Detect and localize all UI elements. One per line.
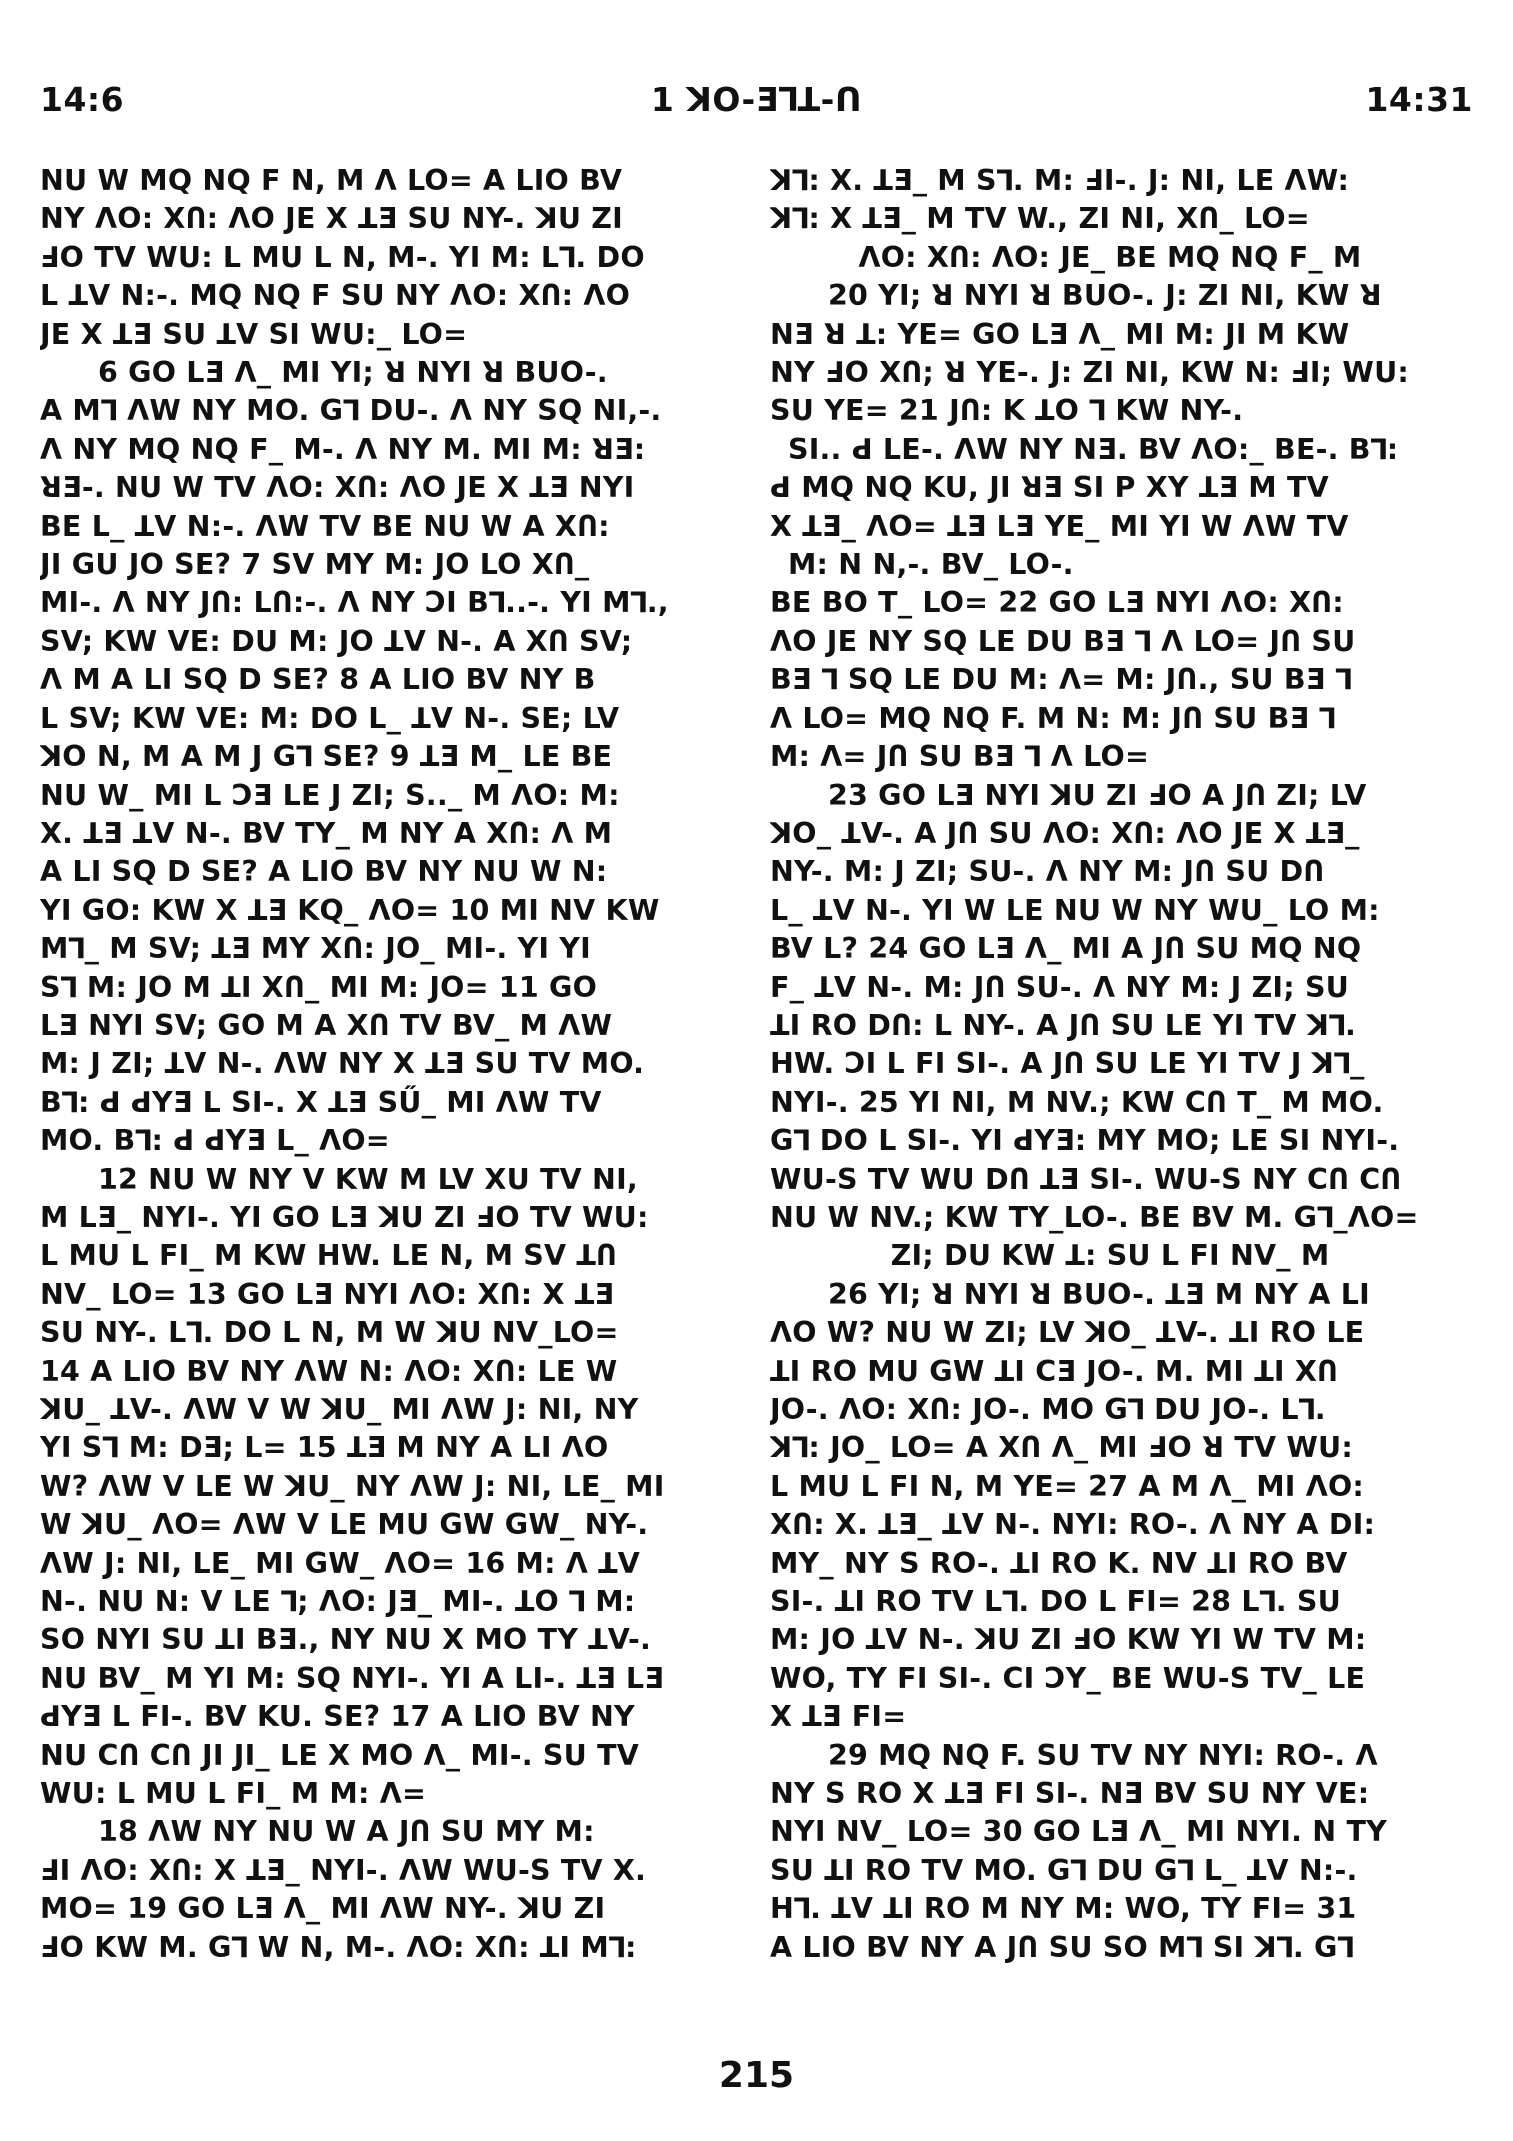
text-line: N-. NU N: V LE ꓶ; ΛO: JƎ_ MI-. ꓕO ꓶ M:: [40, 1585, 636, 1619]
text-line: X ꓕƎ_ ΛO= ꓕƎ LƎ YE_ MI YI W ΛW TV: [770, 509, 1349, 543]
text-line: HW. ƆI L FI SI-. A JՈ SU LE YI TV J ꓘꓶ_: [770, 1047, 1365, 1081]
text-line: SO NYI SU ꓕI BƎ., NY NU X MO TY ꓕV-.: [40, 1623, 652, 1657]
text-line: NY S RO X ꓕƎ FI SI-. NƎ BV SU NY VE:: [770, 1777, 1370, 1811]
text-line: ꓕI RO DՈ: L NY-. A JՈ SU LE YI TV ꓘꓶ.: [770, 1008, 1357, 1042]
text-line: SV; KW VE: DU M: JO ꓕV N-. A XՈ SV;: [40, 624, 633, 658]
text-line: ꓘO N, M A M J Gꓶ SE? 9 ꓕƎ M_ LE BE: [40, 740, 613, 774]
text-line: NU W NV.; KW TY_LO-. BE BV M. Gꓶ_ΛO=: [770, 1200, 1419, 1234]
text-line: W ꓘU_ ΛO= ΛW V LE MU GW GW_ NY-.: [40, 1508, 649, 1542]
text-line: 14 A LIO BV NY ΛW N: ΛO: XՈ: LE W: [40, 1354, 618, 1388]
text-line: NYI-. 25 YI NI, M NV.; KW CՈ T_ M MO.: [770, 1085, 1384, 1119]
text-line: ꓤƎ-. NU W TV ΛO: XՈ: ΛO JE X ꓕƎ NYI: [40, 471, 635, 505]
text-line: 20 YI; ꓤ NYI ꓤ BUO-. J: ZI NI, KW ꓤ: [828, 279, 1382, 313]
text-line: ꓘO_ ꓕV-. A JՈ SU ΛO: XՈ: ΛO JE X ꓕƎ_: [770, 816, 1360, 850]
text-line: ꓞO TV WU: L MU L N, M-. YI M: Lꓶ. DO: [40, 240, 645, 274]
text-line: WU: L MU L FI_ M M: Λ=: [40, 1777, 427, 1811]
text-line: ΛO JE NY SQ LE DU BƎ ꓶ Λ LO= JՈ SU: [770, 624, 1356, 658]
text-line: F_ ꓕV N-. M: JՈ SU-. Λ NY M: J ZI; SU: [770, 970, 1350, 1004]
text-line: ꓘꓶ: X. ꓕƎ_ M Sꓶ. M: ꓞI-. J: NI, LE ΛW:: [770, 164, 1350, 197]
text-line: 12 NU W NY V KW M LV XU TV NI,: [98, 1162, 638, 1196]
text-line: YI GO: KW X ꓕƎ KQ_ ΛO= 10 MI NV KW: [40, 893, 660, 927]
text-line: ꓞO KW M. Gꓶ W N, M-. ΛO: XՈ: ꓕI Mꓶ:: [40, 1930, 637, 1964]
text-line: M: N N,-. BV_ LO-.: [788, 548, 1074, 582]
text-line: M LƎ_ NYI-. YI GO LƎ ꓘU ZI ꓞO TV WU:: [40, 1200, 649, 1234]
text-line: NU CՈ CՈ JI JI_ LE X MO Λ_ MI-. SU TV: [40, 1738, 639, 1772]
text-line: Bꓶ: ꓒ ꓒYƎ L SI-. X ꓕƎ SŰ_ MI ΛW TV: [40, 1085, 602, 1119]
text-line: Λ M A LI SQ D SE? 8 A LIO BV NY B: [40, 663, 596, 697]
text-line: ꓘꓶ: JO_ LO= A XՈ Λ_ MI ꓞO ꓤ TV WU:: [770, 1431, 1353, 1465]
text-line: ꓒYƎ L FI-. BV KU. SE? 17 A LIO BV NY: [40, 1700, 635, 1734]
text-line: NV_ LO= 13 GO LƎ NYI ΛO: XՈ: X ꓕƎ: [40, 1277, 615, 1311]
text-line: BE BO T_ LO= 22 GO LƎ NYI ΛO: XՈ:: [770, 586, 1344, 620]
text-line: ꓘꓶ: X ꓕƎ_ M TV W., ZI NI, XՈ_ LO=: [770, 202, 1310, 236]
text-line: MO. Bꓶ: ꓒ ꓒYƎ L_ ΛO=: [40, 1124, 390, 1158]
text-line: SI-. ꓕI RO TV Lꓶ. DO L FI= 28 Lꓶ. SU: [770, 1585, 1341, 1619]
text-line: MY_ NY S RO-. ꓕI RO K. NV ꓕI RO BV: [770, 1546, 1348, 1580]
text-line: X. ꓕƎ ꓕV N-. BV TY_ M NY A XՈ: Λ M: [40, 816, 613, 850]
text-line: NY-. M: J ZI; SU-. Λ NY M: JՈ SU DՈ: [770, 855, 1325, 889]
section-heading: ΛO: XՈ: ΛO: JE_ BE MQ NQ F_ M: [858, 240, 1362, 274]
text-line: BƎ ꓶ SQ LE DU M: Λ= M: JՈ., SU BƎ ꓶ: [770, 663, 1352, 697]
text-line: ꓕI RO MU GW ꓕI CƎ JO-. M. MI ꓕI XՈ: [770, 1354, 1339, 1388]
text-line: SI.. ꓒ LE-. ΛW NY NƎ. BV ΛO:_ BE-. Bꓶ:: [788, 432, 1399, 466]
text-line: MO= 19 GO LƎ Λ_ MI ΛW NY-. ꓘU ZI: [40, 1892, 606, 1926]
text-line: 26 YI; ꓤ NYI ꓤ BUO-. ꓕƎ M NY A LI: [828, 1277, 1370, 1311]
text-line: ΛO W? NU W ZI; LV ꓘO_ ꓕV-. ꓕI RO LE: [770, 1316, 1365, 1350]
text-line: NU BV_ M YI M: SQ NYI-. YI A LI-. ꓕƎ LƎ: [40, 1661, 664, 1695]
book-title: 1 ꓘO-Ǝꓶꓕ-ꓵ: [650, 80, 863, 119]
chapter-verse-range-end: 14:31: [1365, 80, 1473, 119]
text-line: A LI SQ D SE? A LIO BV NY NU W N:: [40, 855, 608, 889]
text-line: ꓒ MQ NQ KU, JI ꓤƎ SI P XY ꓕƎ M TV: [770, 471, 1329, 505]
text-line: NU W MQ NQ F N, M Λ LO= A LIO BV: [40, 164, 623, 197]
text-line: ꓞI ΛO: XՈ: X ꓕƎ_ NYI-. ΛW WU-S TV X.: [40, 1853, 647, 1887]
text-line: L MU L FI_ M KW HW. LE N, M SV ꓕՈ: [40, 1239, 618, 1273]
chapter-verse-range-start: 14:6: [40, 80, 125, 119]
text-line: SU ꓕI RO TV MO. Gꓶ DU Gꓶ L_ ꓕV N:-.: [770, 1853, 1358, 1887]
text-line: 23 GO LƎ NYI ꓘU ZI ꓞO A JՈ ZI; LV: [828, 778, 1367, 812]
text-line: XՈ: X. ꓕƎ_ ꓕV N-. NYI: RO-. Λ NY A DI:: [770, 1508, 1376, 1542]
text-line: M: JO ꓕV N-. ꓘU ZI ꓞO KW YI W TV M:: [770, 1623, 1367, 1657]
text-line: W? ΛW V LE W ꓘU_ NY ΛW J: NI, LE_ MI: [40, 1469, 665, 1503]
right-text-column: [770, 162, 1450, 1967]
text-line: LƎ NYI SV; GO M A XՈ TV BV_ M ΛW: [40, 1008, 613, 1042]
text-line: Hꓶ. ꓕV ꓕI RO M NY M: WO, TY FI= 31: [770, 1892, 1357, 1926]
text-line: ΛW J: NI, LE_ MI GW_ ΛO= 16 M: Λ ꓕV: [40, 1546, 641, 1580]
page-number: 215: [718, 2055, 795, 2096]
text-line: YI Sꓶ M: DƎ; L= 15 ꓕƎ M NY A LI ΛO: [40, 1431, 609, 1465]
text-line: NU W_ MI L ƆƎ LE J ZI; S.._ M ΛO: M:: [40, 778, 620, 812]
text-line: JI GU JO SE? 7 SV MY M: JO LO XՈ_: [40, 548, 590, 582]
text-line: A LIO BV NY A JՈ SU SO Mꓶ SI ꓘꓶ. Gꓶ: [770, 1930, 1354, 1964]
text-line: Λ NY MQ NQ F_ M-. Λ NY M. MI M: ꓤƎ:: [40, 432, 646, 466]
running-head: [40, 80, 1473, 126]
text-line: SU YE= 21 JՈ: K ꓕO ꓶ KW NY-.: [770, 394, 1244, 428]
text-line: BE L_ ꓕV N:-. ΛW TV BE NU W A XՈ:: [40, 509, 610, 543]
text-line: 6 GO LƎ Λ_ MI YI; ꓤ NYI ꓤ BUO-.: [98, 356, 608, 390]
text-line: L_ ꓕV N-. YI W LE NU W NY WU_ LO M:: [770, 893, 1380, 927]
text-line: L MU L FI N, M YE= 27 A M Λ_ MI ΛO:: [770, 1469, 1365, 1503]
text-line: Gꓶ DO L SI-. YI ꓒYƎ: MY MO; LE SI NYI-.: [770, 1124, 1400, 1158]
text-line: 18 ΛW NY NU W A JՈ SU MY M:: [98, 1815, 595, 1849]
text-line: 29 MQ NQ F. SU TV NY NYI: RO-. Λ: [828, 1738, 1378, 1772]
text-line: JO-. ΛO: XՈ: JO-. MO Gꓶ DU JO-. Lꓶ.: [770, 1393, 1326, 1426]
text-line: Mꓶ_ M SV; ꓕƎ MY XՈ: JO_ MI-. YI YI: [40, 932, 591, 966]
text-line: ꓘU_ ꓕV-. ΛW V W ꓘU_ MI ΛW J: NI, NY: [40, 1393, 639, 1426]
text-line: MI-. Λ NY JՈ: LՈ:-. Λ NY ƆI Bꓶ..-. YI Mꓶ.,: [40, 586, 669, 620]
text-line: X ꓕƎ FI=: [770, 1700, 907, 1734]
text-line: NY ΛO: XՈ: ΛO JE X ꓕƎ SU NY-. ꓘU ZI: [40, 202, 623, 236]
text-line: M: Λ= JՈ SU BƎ ꓶ Λ LO=: [770, 740, 1150, 774]
text-line: L ꓕV N:-. MQ NQ F SU NY ΛO: XՈ: ΛO: [40, 279, 631, 313]
text-line: Λ LO= MQ NQ F. M N: M: JՈ SU BƎ ꓶ: [770, 701, 1336, 735]
text-line: A Mꓶ ΛW NY MO. Gꓶ DU-. Λ NY SQ NI,-.: [40, 394, 662, 428]
left-text-column: [40, 162, 720, 1967]
text-line: L SV; KW VE: M: DO L_ ꓕV N-. SE; LV: [40, 701, 620, 735]
section-heading: ZI; DU KW ꓕ: SU L FI NV_ M: [890, 1239, 1330, 1273]
text-line: JE X ꓕƎ SU ꓕV SI WU:_ LO=: [40, 317, 468, 351]
text-line: NY ꓞO XՈ; ꓤ YE-. J: ZI NI, KW N: ꓞI; WU:: [770, 356, 1410, 390]
text-line: WU-S TV WU DՈ ꓕƎ SI-. WU-S NY CՈ CՈ: [770, 1162, 1402, 1196]
text-line: BV L? 24 GO LƎ Λ_ MI A JՈ SU MQ NQ: [770, 932, 1362, 966]
text-line: M: J ZI; ꓕV N-. ΛW NY X ꓕƎ SU TV MO.: [40, 1047, 645, 1081]
text-line: NƎ ꓤ ꓕ: YE= GO LƎ Λ_ MI M: JI M KW: [770, 317, 1350, 351]
text-line: Sꓶ M: JO M ꓕI XՈ_ MI M: JO= 11 GO: [40, 970, 597, 1004]
text-line: WO, TY FI SI-. CI ƆY_ BE WU-S TV_ LE: [770, 1661, 1366, 1695]
text-line: NYI NV_ LO= 30 GO LƎ Λ_ MI NYI. N TY: [770, 1815, 1387, 1849]
text-line: SU NY-. Lꓶ. DO L N, M W ꓘU NV_LO=: [40, 1316, 619, 1350]
